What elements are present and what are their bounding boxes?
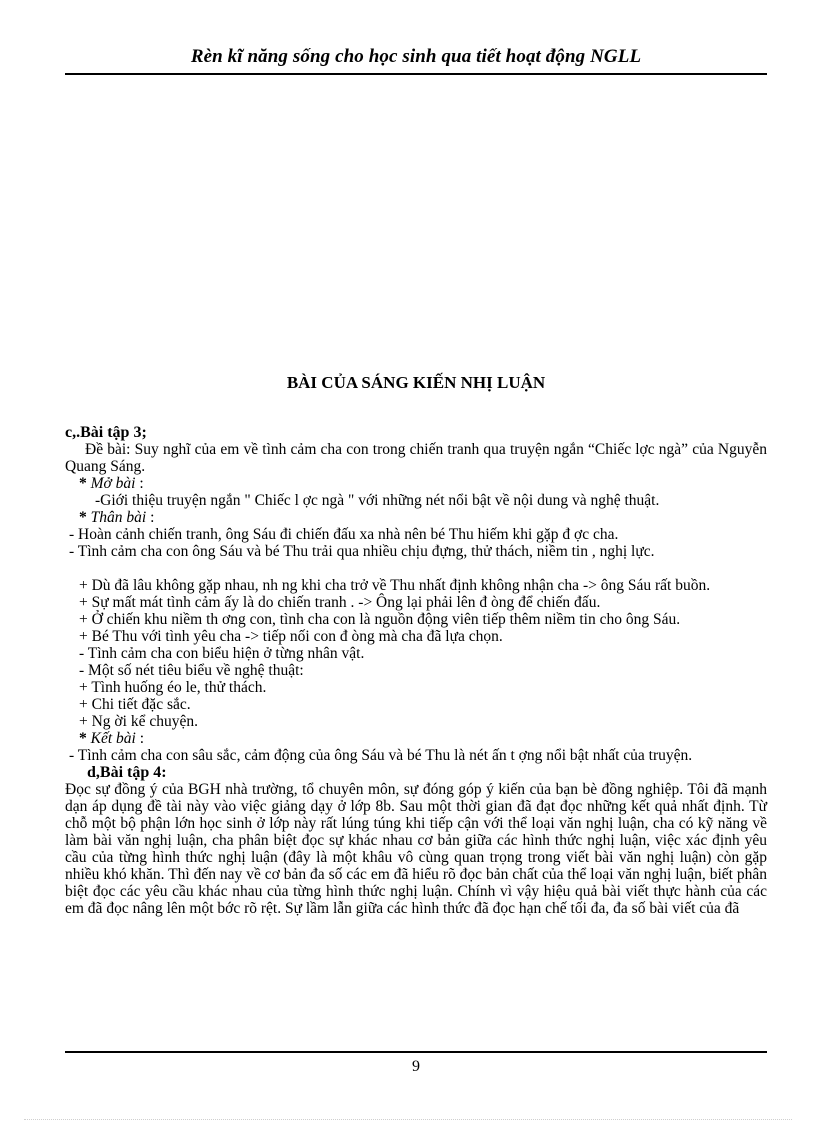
than-bai-line-9: + Tình huống éo le, thử thách. <box>79 679 267 696</box>
than-bai-line-4: + Sự mất mát tình cảm ấy là do chiến tranh . -> Ông lại phải lên đ òng để chiến đấu. <box>79 594 601 611</box>
than-bai-line-8: - Một số nét tiêu biểu về nghệ thuật: <box>79 662 304 679</box>
than-bai-line-2: - Tình cảm cha con ông Sáu và bé Thu trải qua nhiều chịu đựng, thử thách, niềm tin , nghị lực. <box>69 543 655 560</box>
section-c-prompt: Đề bài: Suy nghĩ của em về tình cảm cha con trong chiến tranh qua truyện ngắn “Chiếc lợc ngà” của Nguyễn Quang Sáng. <box>65 441 767 475</box>
than-bai-line-5: + Ở chiến khu niềm th ơng con, tình cha con là nguồn động viên tiếp thêm niềm tin cho ông Sáu. <box>79 611 681 628</box>
page-bottom-dotted-line <box>24 1119 792 1120</box>
than-bai-line-7: - Tình cảm cha con biểu hiện ở từng nhân vật. <box>79 645 365 662</box>
running-header: Rèn kĩ năng sống cho học sinh qua tiết hoạt động NGLL <box>190 46 642 67</box>
section-d-paragraph: Đọc sự đồng ý của BGH nhà trường, tổ chuyên môn, sự đóng góp ý kiến của bạn bè đồng nghiệp. Tôi đã mạnh dạn áp dụng đề tài này vào việc giảng dạy ở lớp 8b. Sau một thời gian đã đạt đọc những kết quả nhất định. Từ chỗ một bộ phận lớn học sinh ở lớp này rất lúng túng khi tiếp cận với thể loại văn nghị luận, cha có kỹ năng về làm bài văn nghị luận, cha phân biệt đọc sự khác nhau cơ bản giữa các hình thức nghị luận, việc xác định yêu cầu của từng hình thức nghị luận (đây là một khâu vô cùng quan trọng trong viết bài văn nghị luận) còn gặp nhiều khó khăn. Thì đến nay về cơ bản đa số các em đã hiểu rõ đọc bản chất của thể loại văn nghị luận, biết phân biệt đọc các yêu cầu khác nhau của từng hình thức nghị luận. Chính vì vậy hiệu quả bài viết thực hành của các em đã đọc nâng lên một bớc rõ rệt. Sự lầm lẫn giữa các hình thức đã đọc hạn chế tối đa, đa số bài viết của đã <box>65 781 767 917</box>
ket-bai-heading: * Kết bài : <box>79 730 145 747</box>
page-number: 9 <box>412 1058 420 1075</box>
blank-line <box>65 560 767 577</box>
than-bai-line-10: + Chi tiết đặc sắc. <box>79 696 191 713</box>
than-bai-line-1: - Hoàn cảnh chiến tranh, ông Sáu đi chiến đấu xa nhà nên bé Thu hiếm khi gặp đ ợc cha. <box>69 526 619 543</box>
than-bai-line-6: + Bé Thu với tình yêu cha -> tiếp nối con đ òng mà cha đã lựa chọn. <box>79 628 503 645</box>
than-bai-line-11: + Ng ời kể chuyện. <box>79 713 198 730</box>
mo-bai-text: -Giới thiệu truyện ngắn " Chiếc l ợc ngà " với những nét nổi bật về nội dung và nghệ thuật. <box>95 492 660 509</box>
section-d-heading: d,Bài tập 4: <box>87 764 167 781</box>
mo-bai-heading: * Mở bài : <box>79 475 144 492</box>
document-body <box>65 424 767 917</box>
than-bai-heading: * Thân bài : <box>79 509 155 526</box>
header-rule <box>65 73 767 75</box>
document-title: BÀI CỦA SÁNG KIẾN NHỊ LUẬN <box>286 373 546 392</box>
ket-bai-text: - Tình cảm cha con sâu sắc, cảm động của ông Sáu và bé Thu là nét ấn t ợng nổi bật nhất của truyện. <box>69 747 693 764</box>
than-bai-line-3: + Dù đã lâu không gặp nhau, nh ng khi cha trở về Thu nhất định không nhận cha -> ông Sáu rất buồn. <box>79 577 711 594</box>
section-c-heading: c,.Bài tập 3; <box>65 424 147 441</box>
footer-rule <box>65 1051 767 1053</box>
